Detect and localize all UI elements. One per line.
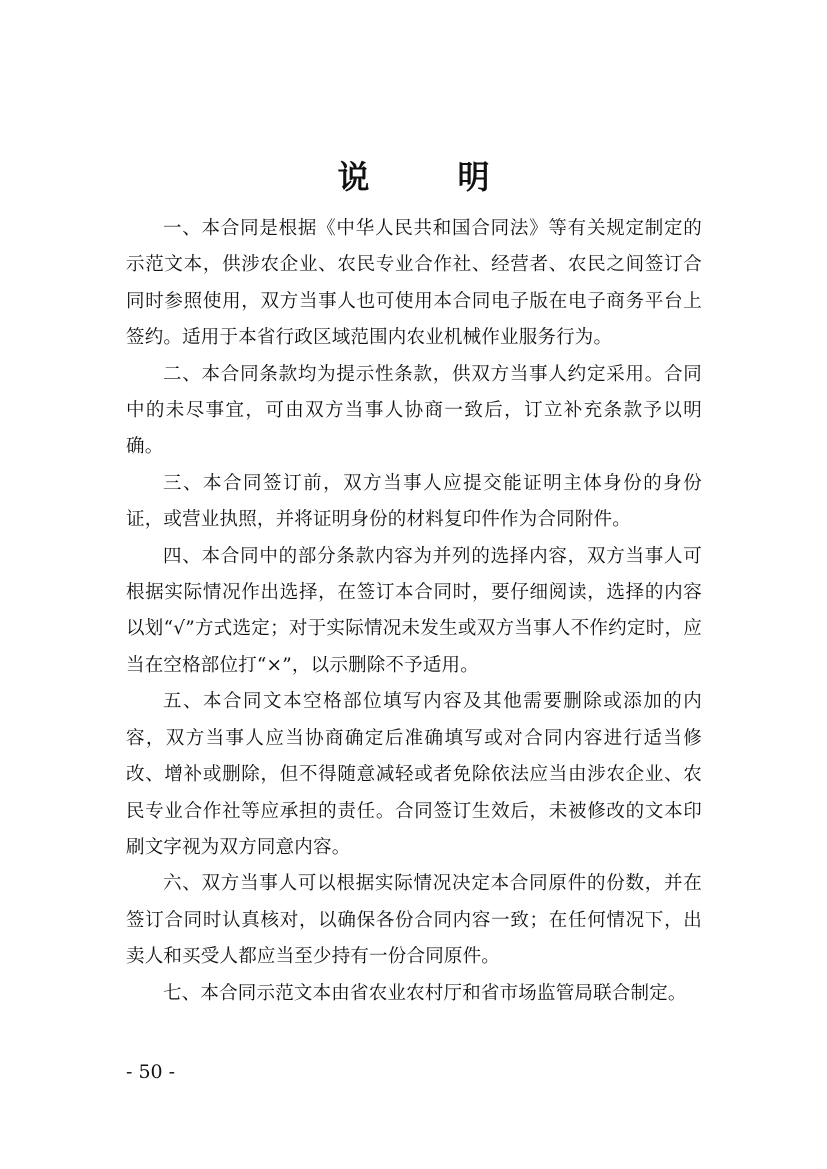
paragraph-2: 二、本合同条款均为提示性条款，供双方当事人约定采用。合同中的未尽事宜，可由双方当事人协商一致后，订立补充条款予以明确。 bbox=[126, 363, 702, 458]
paragraph-6: 六、双方当事人可以根据实际情况决定本合同原件的份数，并在签订合同时认真核对，以确保各份合同内容一致；在任何情况下，出卖人和买受人都应当至少持有一份合同原件。 bbox=[126, 873, 702, 968]
paragraph-7: 七、本合同示范文本由省农业农村厅和省市场监管局联合制定。 bbox=[163, 982, 687, 1004]
paragraph-3: 三、本合同签订前，双方当事人应提交能证明主体身份的身份证，或营业执照，并将证明身份的材料复印件作为合同附件。 bbox=[126, 472, 702, 531]
paragraph-4: 四、本合同中的部分条款内容为并列的选择内容，双方当事人可根据实际情况作出选择，在签订本合同时，要仔细阅读，选择的内容以划“√”方式选定；对于实际情况未发生或双方当事人不作约定时，应当在空格部位打“×”，以示删除不予适用。 bbox=[126, 545, 702, 676]
instructions-body bbox=[126, 211, 702, 1012]
paragraph-5: 五、本合同文本空格部位填写内容及其他需要删除或添加的内容，双方当事人应当协商确定后准确填写或对合同内容进行适当修改、增补或删除，但不得随意减轻或者免除依法应当由涉农企业、农民专业合作社等应承担的责任。合同签订生效后，未被修改的文本印刷文字视为双方同意内容。 bbox=[126, 691, 702, 858]
paragraph-1: 一、本合同是根据《中华人民共和国合同法》等有关规定制定的示范文本，供涉农企业、农民专业合作社、经营者、农民之间签订合同时参照使用，双方当事人也可使用本合同电子版在电子商务平台上签约。适用于本省行政区域范围内农业机械作业服务行为。 bbox=[126, 218, 702, 349]
page-title: 说 明 bbox=[337, 158, 518, 196]
page-number: - 50 - bbox=[126, 1061, 176, 1083]
